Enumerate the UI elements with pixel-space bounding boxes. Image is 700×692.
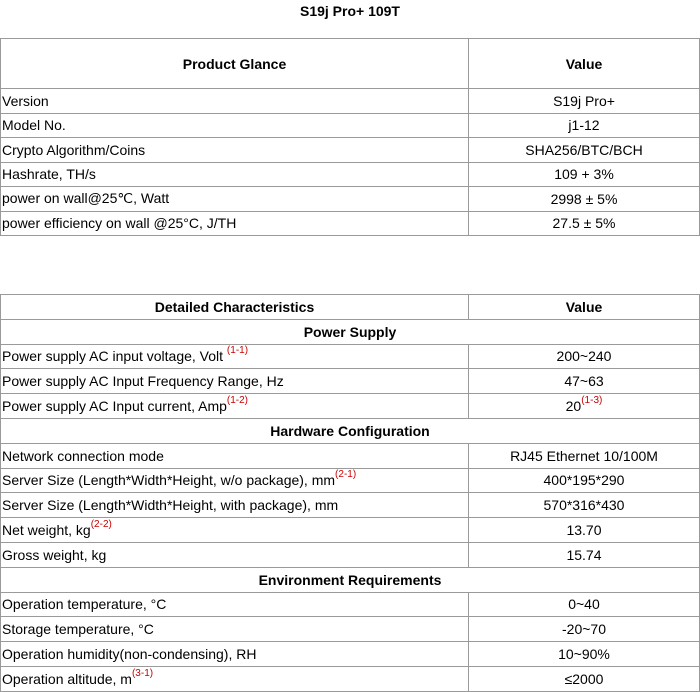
table-row xyxy=(1,542,700,567)
row-label: Power supply AC Input Frequency Range, Hz xyxy=(1,369,469,394)
row-value: -20~70 xyxy=(469,617,700,642)
section-title: Hardware Configuration xyxy=(1,418,700,443)
section-title: Power Supply xyxy=(1,319,700,344)
row-label-cell xyxy=(1,518,469,543)
row-label: Server Size (Length*Width*Height, w/o package), mm xyxy=(2,472,336,489)
row-value: 15.74 xyxy=(469,542,700,567)
row-value: 10~90% xyxy=(469,642,700,667)
row-label: Hashrate, TH/s xyxy=(1,162,469,187)
row-value: SHA256/BTC/BCH xyxy=(469,138,700,163)
column-header-product-glance: Product Glance xyxy=(1,39,469,89)
footnote-ref: (3-1) xyxy=(131,667,154,679)
table-row xyxy=(1,493,700,518)
row-label-cell xyxy=(1,344,469,369)
table-row xyxy=(1,369,700,394)
row-label-cell xyxy=(1,468,469,493)
table-row xyxy=(1,394,700,419)
row-label: Operation altitude, m xyxy=(2,670,132,687)
row-label: Server Size (Length*Width*Height, with package), mm xyxy=(1,493,469,518)
detailed-characteristics-table xyxy=(0,294,700,692)
footnote-ref: (2-2) xyxy=(90,519,112,531)
column-header-value: Value xyxy=(469,39,700,89)
row-value: 109 + 3% xyxy=(469,162,700,187)
table-row xyxy=(1,642,700,667)
table-row xyxy=(1,344,700,369)
row-value: 200~240 xyxy=(469,344,700,369)
section-row-environment-requirements xyxy=(1,567,700,592)
row-label: Net weight, kg xyxy=(2,522,91,539)
table-row xyxy=(1,89,700,114)
table-row xyxy=(1,592,700,617)
table-row xyxy=(1,162,700,187)
row-value: RJ45 Ethernet 10/100M xyxy=(469,443,700,468)
row-label-cell xyxy=(1,394,469,419)
table-row xyxy=(1,617,700,642)
row-value: 2998 ± 5% xyxy=(469,187,700,212)
table-row xyxy=(1,113,700,138)
row-value: ≤2000 xyxy=(469,666,700,691)
column-header-detailed-characteristics: Detailed Characteristics xyxy=(1,295,469,320)
page-title: S19j Pro+ 109T xyxy=(299,3,400,19)
row-value: 27.5 ± 5% xyxy=(469,211,700,236)
footnote-ref: (2-1) xyxy=(335,469,357,481)
section-row-hardware-configuration xyxy=(1,418,700,443)
row-value: 400*195*290 xyxy=(469,468,700,493)
product-glance-table xyxy=(0,38,700,236)
table-row xyxy=(1,211,700,236)
row-label-cell xyxy=(1,666,469,691)
row-label: Operation temperature, °C xyxy=(1,592,469,617)
row-value: 570*316*430 xyxy=(469,493,700,518)
row-label: Model No. xyxy=(1,113,469,138)
row-label: Crypto Algorithm/Coins xyxy=(1,138,469,163)
footnote-ref: (1-3) xyxy=(581,395,603,407)
table-header-row xyxy=(1,39,700,89)
row-label: Version xyxy=(1,89,469,114)
row-label: Network connection mode xyxy=(1,443,469,468)
row-label: Power supply AC Input current, Amp xyxy=(2,398,227,415)
row-label: Operation humidity(non-condensing), RH xyxy=(1,642,469,667)
row-label: Gross weight, kg xyxy=(1,542,469,567)
row-value: 13.70 xyxy=(469,518,700,543)
table-row xyxy=(1,443,700,468)
row-label: Power supply AC input voltage, Volt xyxy=(2,348,227,365)
row-value: 20 xyxy=(565,398,582,415)
table-row xyxy=(1,468,700,493)
row-value: j1-12 xyxy=(469,113,700,138)
row-label: power efficiency on wall @25°C, J/TH xyxy=(1,211,469,236)
row-label: power on wall@25℃, Watt xyxy=(1,187,469,212)
row-label: Storage temperature, °C xyxy=(1,617,469,642)
section-row-power-supply xyxy=(1,319,700,344)
section-title: Environment Requirements xyxy=(1,567,700,592)
table-row xyxy=(1,138,700,163)
row-value: 0~40 xyxy=(469,592,700,617)
footnote-ref: (1-2) xyxy=(226,395,249,407)
footnote-ref: (1-1) xyxy=(226,345,249,357)
table-row xyxy=(1,187,700,212)
table-header-row xyxy=(1,295,700,320)
row-value: S19j Pro+ xyxy=(469,89,700,114)
table-row xyxy=(1,518,700,543)
column-header-value: Value xyxy=(469,295,700,320)
row-value-cell xyxy=(469,394,700,419)
table-row xyxy=(1,666,700,691)
row-value: 47~63 xyxy=(469,369,700,394)
